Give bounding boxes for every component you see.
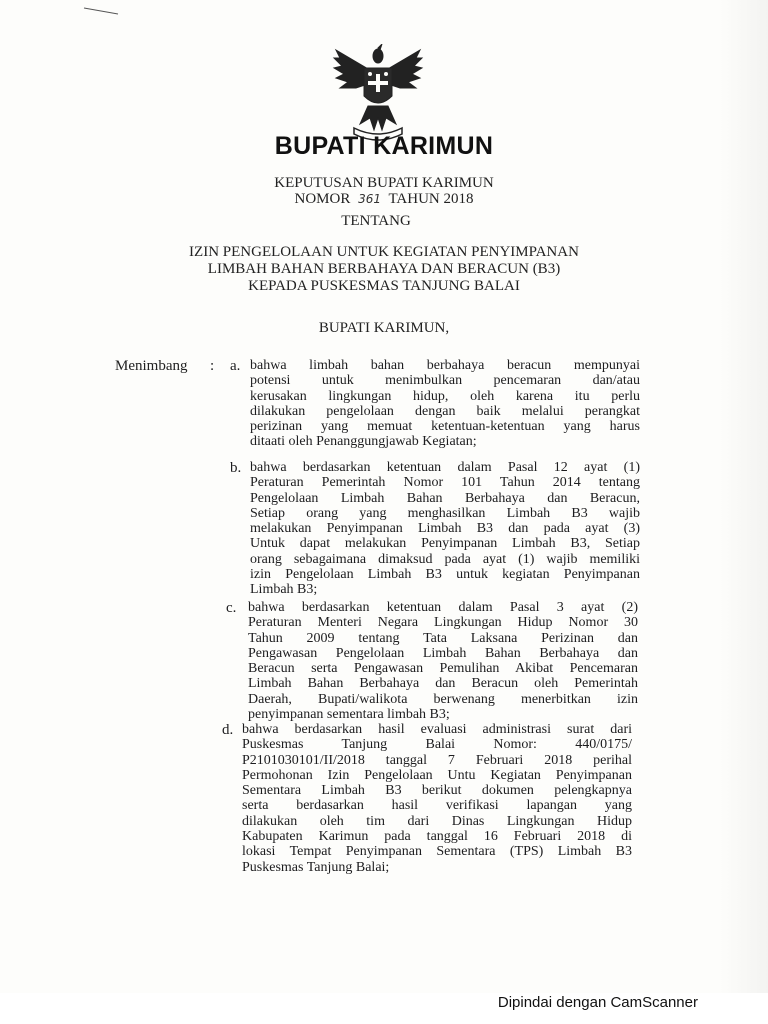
text-line: bahwa berdasarkan hasil evaluasi administrasi surat dari xyxy=(242,722,632,737)
text-line: Daerah, Bupati/walikota berwenang menerbitkan izin xyxy=(248,691,638,707)
text-line: Kabupaten Karimun pada tanggal 16 Februari 2018 di xyxy=(242,829,632,845)
text-line: dilakukan oleh tim dari Dinas Lingkungan Hidup xyxy=(242,813,632,829)
text-line: Permohonan Izin Pengelolaan Untu Kegiatan Penyimpanan xyxy=(242,767,632,783)
camscanner-watermark: Dipindai dengan CamScanner xyxy=(497,994,698,1011)
text-line: melakukan Penyimpanan Limbah B3 dan pada ayat (3) xyxy=(250,521,640,537)
item-letter: d. xyxy=(222,722,234,738)
subject-line-2: LIMBAH BAHAN BERBAHAYA DAN BERACUN (B3) xyxy=(207,261,561,277)
menimbang-colon: : xyxy=(210,358,215,374)
text-line: izin Pengelolaan Limbah B3 untuk kegiatan Penyimpanan xyxy=(250,567,640,583)
text-line: P2101030101/II/2018 tanggal 7 Februari 2018 perihal xyxy=(242,752,632,768)
document-heading: BUPATI KARIMUN xyxy=(274,132,494,160)
text-line: bahwa limbah bahan berbahaya beracun mempunyai xyxy=(250,358,640,373)
text-line: Setiap orang yang menghasilkan Limbah B3 wajib xyxy=(250,505,640,521)
text-line: Tahun 2009 tentang Tata Laksana Perizinan dan xyxy=(248,630,638,646)
text-line: Untuk dapat melakukan Penyimpanan Limbah B3, Setiap xyxy=(250,536,640,552)
text-line: kerusakan lingkungan hidup, oleh karena itu perlu xyxy=(250,388,640,404)
text-line: ditaati oleh Penanggungjawab Kegiatan; xyxy=(250,434,477,450)
decree-line: KEPUTUSAN BUPATI KARIMUN xyxy=(274,175,494,191)
subject-line-3: KEPADA PUSKESMAS TANJUNG BALAI xyxy=(248,278,520,294)
pen-mark xyxy=(82,4,122,18)
garuda-emblem-icon xyxy=(330,44,426,144)
text-line: Pengawasan Pengelolaan Limbah Bahan Berbahaya dan xyxy=(248,645,638,661)
menimbang-label: Menimbang xyxy=(115,358,188,374)
text-line: orang sebagaimana dimaksud pada ayat (1) wajib memiliki xyxy=(250,551,640,567)
text-line: Sementara Limbah B3 berikut dokumen pelengkapnya xyxy=(242,783,632,799)
decree-number-line xyxy=(0,191,768,207)
tentang-label: TENTANG xyxy=(341,213,411,229)
text-line: potensi untuk menimbulkan pencemaran dan/atau xyxy=(250,373,640,389)
text-line: bahwa berdasarkan ketentuan dalam Pasal 3 ayat (2) xyxy=(248,600,638,615)
text-line: Limbah B3; xyxy=(250,582,318,598)
salutation: BUPATI KARIMUN, xyxy=(318,320,450,336)
text-line: Pengelolaan Limbah Bahan Berbahaya dan Beracun, xyxy=(250,490,640,506)
text-line: penyimpanan sementara limbah B3; xyxy=(248,707,450,723)
text-line: dilakukan pengelolaan dengan baik melalui perangkat xyxy=(250,403,640,419)
text-line: serta berdasarkan hasil verifikasi lapangan yang xyxy=(242,798,632,814)
nomor-handwritten: 361 xyxy=(358,192,381,206)
item-letter: c. xyxy=(226,600,237,616)
text-line: Puskesmas Tanjung Balai; xyxy=(242,859,390,875)
text-line: perizinan yang memuat ketentuan-ketentuan yang harus xyxy=(250,419,640,435)
text-line: Peraturan Menteri Negara Lingkungan Hidup Nomor 30 xyxy=(248,615,638,631)
nomor-label: NOMOR xyxy=(294,191,351,207)
text-line: Puskesmas Tanjung Balai Nomor: 440/0175/ xyxy=(242,737,632,753)
tahun-label: TAHUN 2018 xyxy=(388,191,474,207)
text-line: bahwa berdasarkan ketentuan dalam Pasal 12 ayat (1) xyxy=(250,460,640,475)
item-letter: a. xyxy=(230,358,241,374)
item-letter: b. xyxy=(230,460,242,476)
text-line: Peraturan Pemerintah Nomor 101 Tahun 2014 tentang xyxy=(250,475,640,491)
text-line: Beracun serta Pengawasan Pemulihan Akibat Pencemaran xyxy=(248,661,638,677)
text-line: Limbah Bahan Berbahaya dan Beracun oleh Pemerintah xyxy=(248,676,638,692)
subject-line-1: IZIN PENGELOLAAN UNTUK KEGIATAN PENYIMPANAN xyxy=(189,244,579,260)
text-line: lokasi Tempat Penyimpanan Sementara (TPS) Limbah B3 xyxy=(242,844,632,860)
page-edge-shadow xyxy=(720,0,768,1000)
